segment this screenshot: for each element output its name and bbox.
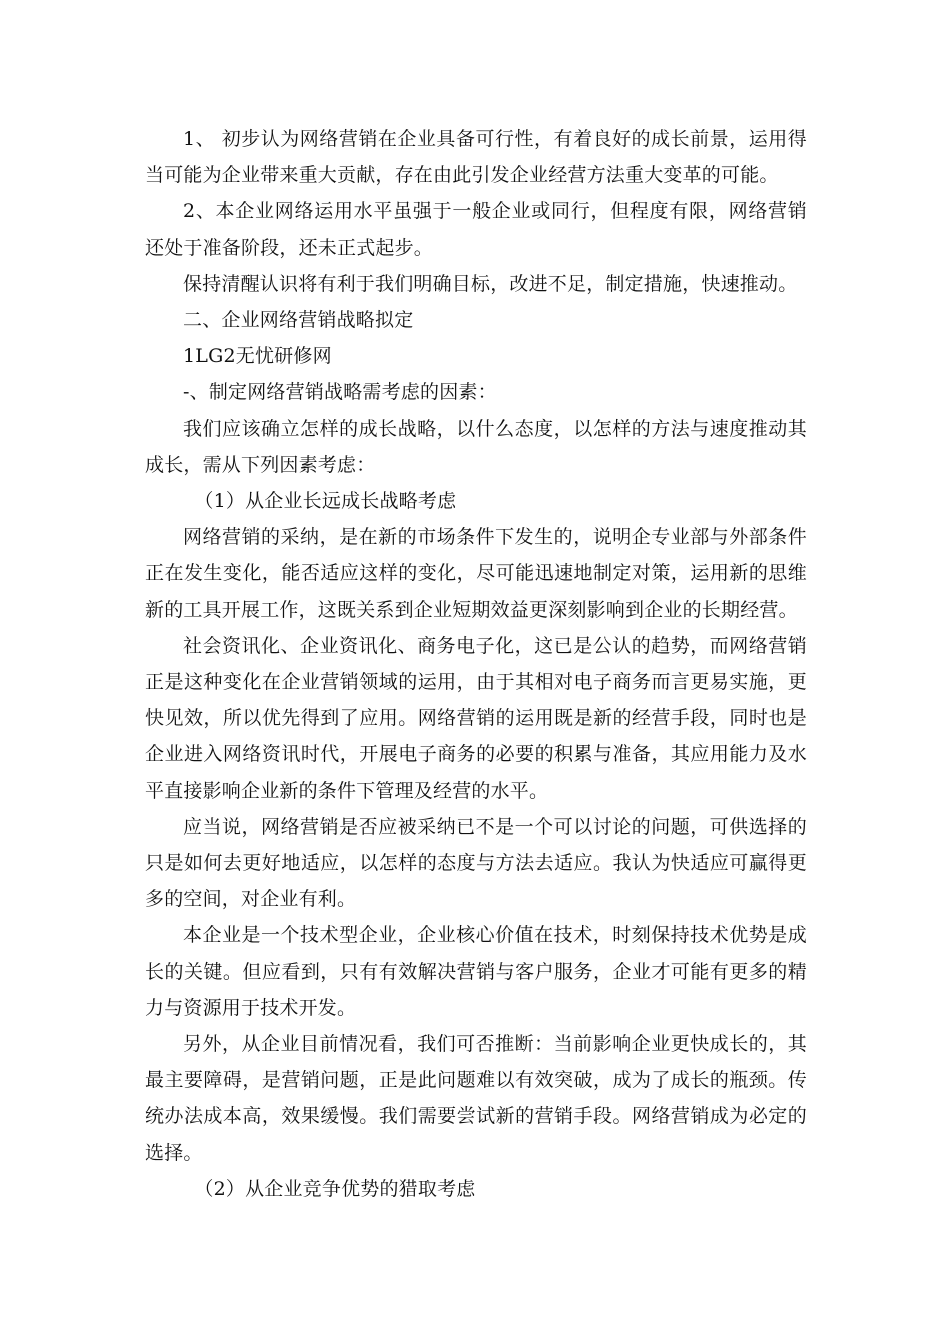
paragraph-bottleneck: 另外，从企业目前情况看，我们可否推断：当前影响企业更快成长的，其最主要障碍，是营销问题，正是此问题难以有效突破，成为了成长的瓶颈。传统办法成本高，效果缓慢。我们需要尝试新的营销手段。网络营销成为必定的选择。 xyxy=(145,1033,807,1164)
section-heading-2: 二、企业网络营销战略拟定 xyxy=(183,309,414,332)
document-page xyxy=(145,121,807,1207)
paragraph-technology: 本企业是一个技术型企业，企业核心价值在技术，时刻保持技术优势是成长的关键。但应看到，只有有效解决营销与客户服务，企业才可能有更多的精力与资源用于技术开发。 xyxy=(145,924,807,1019)
paragraph-adaptation: 应当说，网络营销是否应被采纳已不是一个可以讨论的问题，可供选择的只是如何去更好地适应，以怎样的态度与方法去适应。我认为快适应可赢得更多的空间，对企业有利。 xyxy=(145,815,807,911)
paragraph-point-1: 1、 初步认为网络营销在企业具备可行性，有着良好的成长前景，运用得当可能为企业带来重大贡献，存在由此引发企业经营方法重大变革的可能。 xyxy=(145,128,807,187)
subheading-factors: -、制定网络营销战略需考虑的因素： xyxy=(183,381,497,404)
subheading-competitive-advantage: （2）从企业竞争优势的猎取考虑 xyxy=(194,1177,476,1200)
paragraph-informatization: 社会资讯化、企业资讯化、商务电子化，这已是公认的趋势，而网络营销正是这种变化在企业营销领域的运用，由于其相对电子商务而言更易实施，更快见效，所以优先得到了应用。网络营销的运用既是新的经营手段，同时也是企业进入网络资讯时代，开展电子商务的必要的积累与准备，其应用能力及水平直接影响企业新的条件下管理及经营的水平。 xyxy=(145,634,807,802)
source-watermark-text: 1LG2无忧研修网 xyxy=(183,345,332,368)
subheading-long-term: （1）从企业长远成长战略考虑 xyxy=(194,490,457,513)
paragraph-growth-strategy: 我们应该确立怎样的成长战略，以什么态度，以怎样的方法与速度推动其成长，需从下列因素考虑： xyxy=(145,417,807,476)
paragraph-adoption: 网络营销的采纳，是在新的市场条件下发生的，说明企专业部与外部条件正在发生变化，能否适应这样的变化，尽可能迅速地制定对策，运用新的思维新的工具开展工作，这既关系到企业短期效益更深刻影响到企业的长期经营。 xyxy=(145,526,807,621)
paragraph-summary: 保持清醒认识将有利于我们明确目标，改进不足，制定措施，快速推动。 xyxy=(183,272,798,295)
paragraph-point-2: 2、本企业网络运用水平虽强于一般企业或同行，但程度有限，网络营销还处于准备阶段，还未正式起步。 xyxy=(145,200,807,259)
